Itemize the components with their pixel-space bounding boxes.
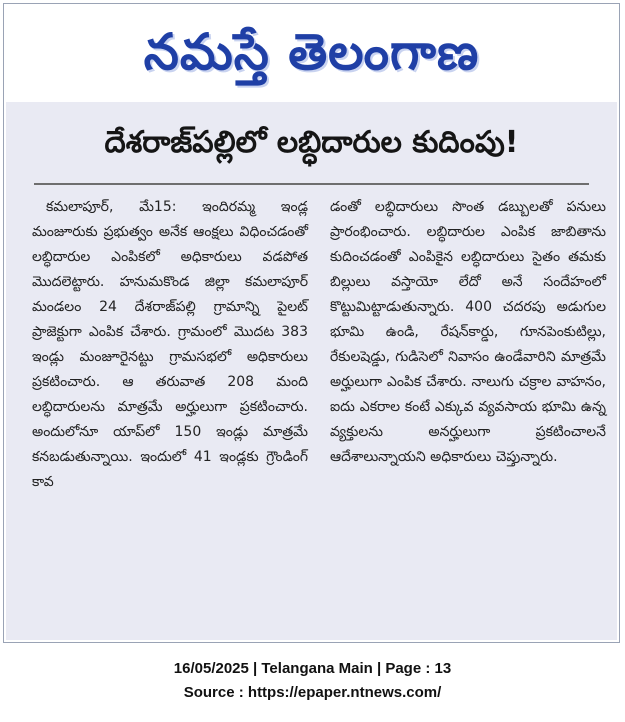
source-info: Source : https://epaper.ntnews.com/ <box>183 684 442 701</box>
article-column-right <box>330 195 606 470</box>
article-paragraph-left: కమలాపూర్, మే15: ఇందిరమ్మ ఇండ్ల మంజూరుకు ప్రభుత్వం అనేక ఆంక్షలు విధించడంతో లబ్ధిదారుల ఎంపికలో అధికారులు వడపోత మొదలెట్టారు. హనుమకొండ జిల్లా కమలాపూర్ మండలం 24 దేశరాజ్‌పల్లి గ్రామాన్ని పైలట్ ప్రాజెక్టుగా ఎంపిక చేశారు. గ్రామంలో మొదట 383 ఇండ్లు మంజూరైనట్టు గ్రామసభలో అధికారులు ప్రకటించారు. ఆ తరువాత 208 మంది లబ్ధిదారులను మాత్రమే అర్హులుగా ప్రకటించారు. అందులోనూ యాప్‌లో 150 ఇండ్లు మాత్రమే కనబడుతున్నాయి. ఇందులో 41 ఇండ్లకు గ్రౌండింగ్ కావ <box>32 199 308 490</box>
article-column-left <box>32 195 308 495</box>
article-paragraph-right: డంతో లబ్ధిదారులు సొంత డబ్బులతో పనులు ప్రారంభించారు. లబ్ధిదారుల ఎంపిక జాబితాను కుదించడంతో ఎంపికైన లబ్ధిదారులు సైతం తమకు బిల్లులు వస్తాయో లేదో అనే సందేహంలో కొట్టుమిట్టాడుతున్నారు. 400 చదరపు అడుగుల భూమి ఉండి, రేషన్‌కార్డు, గూనపెంకుటిల్లు, రేకులషెడ్డు, గుడిసెలో నివాసం ఉండేవారిని మాత్రమే అర్హులుగా ఎంపిక చేశారు. నాలుగు చక్రాల వాహనం, ఐదు ఎకరాల కంటే ఎక్కువ వ్యవసాయ భూమి ఉన్న వ్యక్తులను అనర్హులుగా ప్రకటించాలనే ఆదేశాలున్నాయని అధికారులు చెప్తున్నారు. <box>330 199 606 465</box>
article-headline: దేశరాజ్‌పల్లిలో లబ్ధిదారుల కుదింపు! <box>104 125 519 160</box>
publication-info: 16/05/2025 | Telangana Main | Page : 13 <box>173 660 452 677</box>
masthead <box>4 4 619 102</box>
headline-divider <box>34 183 589 185</box>
article-clip <box>6 102 617 640</box>
clipping-frame <box>3 3 620 643</box>
newspaper-logo: నమస్తే తెలంగాణ <box>143 23 480 81</box>
